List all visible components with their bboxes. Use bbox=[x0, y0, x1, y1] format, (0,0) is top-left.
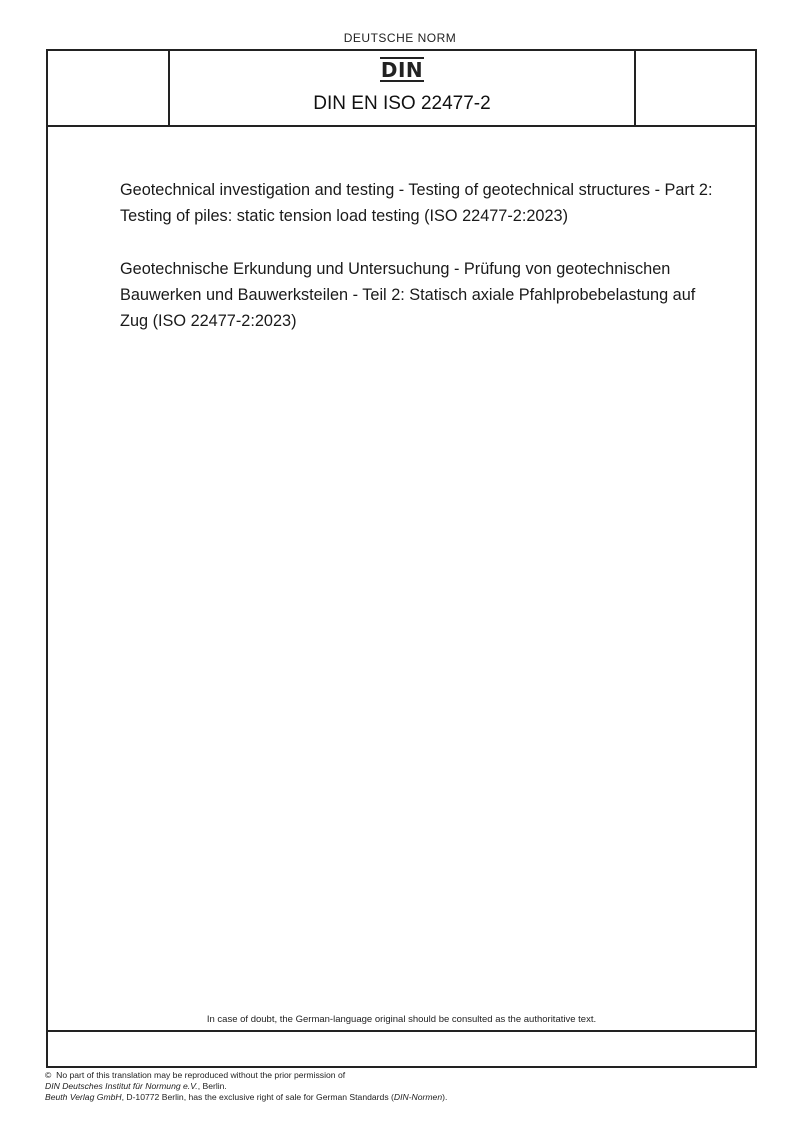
footer-org-suffix: , Berlin. bbox=[197, 1081, 227, 1091]
footer-din-normen: DIN-Normen bbox=[393, 1092, 443, 1102]
footer-org-name: DIN Deutsches Institut für Normung e.V. bbox=[45, 1081, 198, 1091]
footer-permission-text: No part of this translation may be reproduced without the prior permission of bbox=[56, 1070, 346, 1080]
copyright-footer bbox=[45, 1070, 765, 1103]
document-frame bbox=[46, 49, 757, 1068]
din-logo bbox=[170, 57, 634, 82]
header-row bbox=[48, 51, 755, 127]
footer-end: ). bbox=[442, 1092, 448, 1102]
footer-publisher: Beuth Verlag GmbH bbox=[45, 1092, 122, 1102]
title-german: Geotechnische Erkundung und Untersuchung - Prüfung von geotechnischen Bauwerken und Bauwerksteilen - Teil 2: Statisch axiale Pfahlprobebelastung auf Zug (ISO 22477-2:2023) bbox=[120, 260, 696, 330]
footer-rights-text: , D-10772 Berlin, has the exclusive right of sale for German Standards ( bbox=[121, 1092, 394, 1102]
footer-line-3 bbox=[45, 1092, 765, 1103]
header-cell-right bbox=[634, 51, 757, 125]
document-number: DIN EN ISO 22477-2 bbox=[313, 93, 491, 114]
title-block bbox=[120, 177, 720, 334]
footer-line-1 bbox=[45, 1070, 765, 1081]
footer-line-2 bbox=[45, 1081, 765, 1092]
authoritative-text-disclaimer: In case of doubt, the German-language original should be consulted as the authoritative text. bbox=[206, 1014, 597, 1025]
title-english: Geotechnical investigation and testing - Testing of geotechnical structures - Part 2: Testing of piles: static tension load testing (ISO 22477-2:2023) bbox=[120, 181, 713, 225]
bottom-band-divider bbox=[48, 1030, 755, 1032]
copyright-symbol: © bbox=[45, 1070, 52, 1080]
header-cell-center bbox=[170, 51, 634, 125]
header-cell-left bbox=[48, 51, 170, 125]
din-logo-text: DIN bbox=[380, 58, 424, 82]
top-label: DEUTSCHE NORM bbox=[343, 31, 457, 45]
